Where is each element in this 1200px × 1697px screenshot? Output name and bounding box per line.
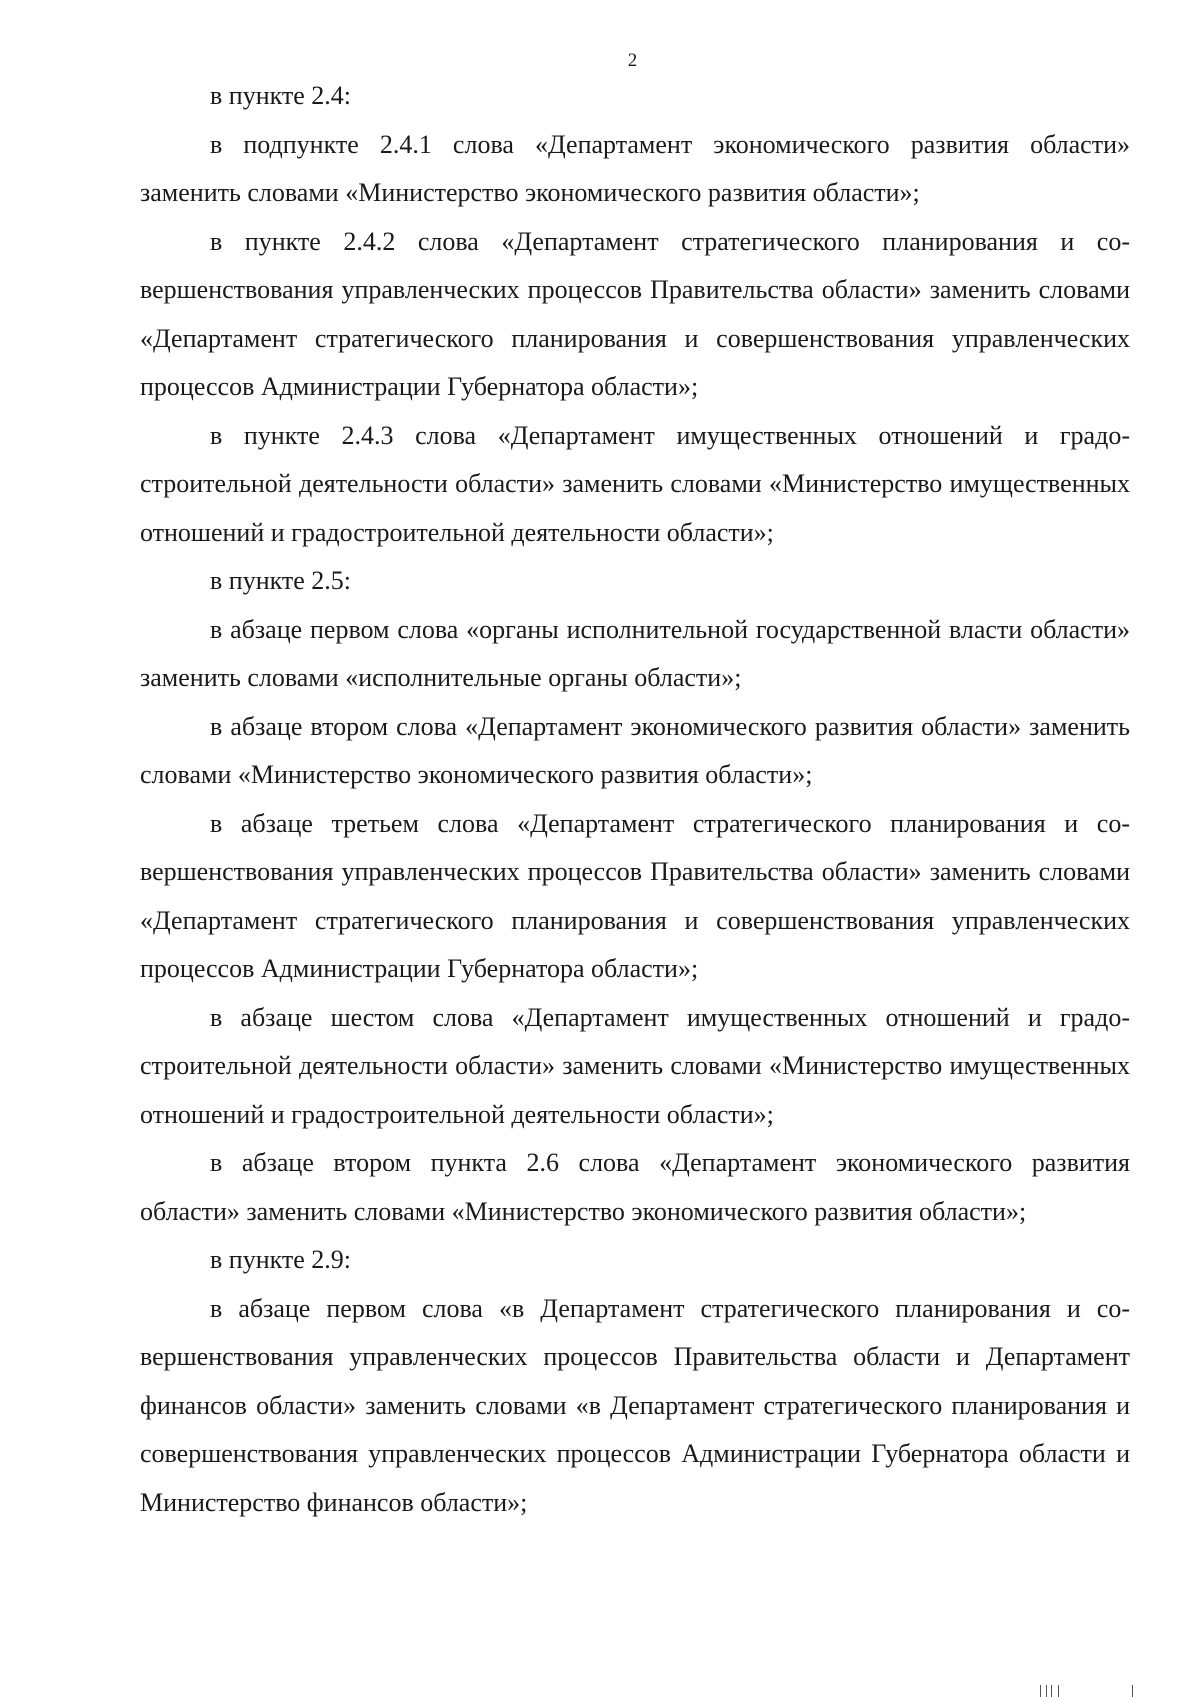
paragraph-item-2-5-heading: в пункте 2.5:	[210, 566, 352, 595]
paragraph-2-5-first: в абзаце первом слова «органы исполнительной государственной власти области» заменить словами «исполнительные органы области»;	[140, 614, 1130, 692]
page-number: 2	[627, 50, 638, 71]
paragraph-2-5-third: в абзаце третьем слова «Департамент стратегического планирования и совершенствования управленческих процессов Правительства области» заменить словами «Департамент стратегического планирования и совершенствования управленческих процессов Администрации Губернатора области»;	[140, 808, 1130, 983]
paragraph-2-9-first: в абзаце первом слова «в Департамент стратегического планирования и совершенствования управленческих процессов Правительства области и Департамент финансов области» заменить словами «в Департамент стратегического планирования и совершенствования управленческих процессов Администрации Губернатора области и Министерство финансов области»;	[140, 1293, 1130, 1517]
document-body	[140, 72, 1130, 1527]
paragraph-2-6-second: в абзаце втором пункта 2.6 слова «Департамент экономического развития области» заменить словами «Министерство экономического развития области»;	[140, 1148, 1130, 1226]
paragraph-item-2-9-heading: в пункте 2.9:	[210, 1245, 352, 1274]
paragraph-item-2-4-3: в пункте 2.4.3 слова «Департамент имущественных отношений и градостроительной деятельности области» заменить словами «Министерство имущественных отношений и градостроительной деятельности области»;	[140, 420, 1130, 547]
paragraph-2-5-second: в абзаце втором слова «Департамент экономического развития области» заменить словами «Министерство экономического развития области»;	[140, 711, 1130, 789]
paragraph-subitem-2-4-1: в подпункте 2.4.1 слова «Департамент экономического развития области» заменить словами «Министерство экономического развития области»;	[140, 129, 1130, 207]
paragraph-item-2-4-2: в пункте 2.4.2 слова «Департамент стратегического планирования и совершенствования управленческих процессов Правительства области» заменить словами «Департамент стратегического планирования и совершенствования управленческих процессов Администрации Губернатора области»;	[140, 226, 1130, 401]
paragraph-item-2-4-heading: в пункте 2.4:	[210, 81, 352, 110]
paragraph-2-5-sixth: в абзаце шестом слова «Департамент имущественных отношений и градостроительной деятельности области» заменить словами «Министерство имущественных отношений и градостроительной деятельности области»;	[140, 1002, 1130, 1129]
scan-edge-marks	[1020, 1667, 1170, 1697]
